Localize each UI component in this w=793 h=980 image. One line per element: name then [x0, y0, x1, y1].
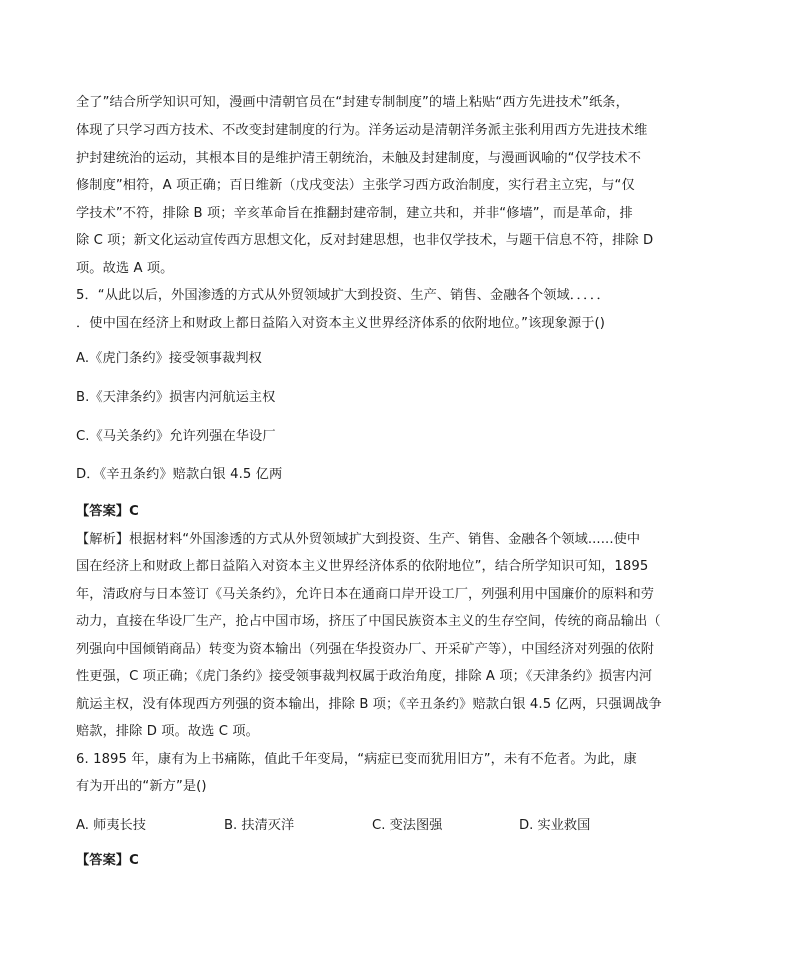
question-5-analysis-line: 【解析】根据材料“外国渗透的方式从外贸领域扩大到投资、生产、销售、金融各个领域......使中	[76, 532, 641, 547]
question-5-option-b: B.《天津条约》损害内河航运主权	[76, 390, 276, 405]
question-5-stem: 5．“从此以后，外国渗透的方式从外贸领域扩大到投资、生产、销售、金融各个领域．．．．．	[76, 288, 610, 303]
explanation-line: 体现了只学习西方技术、不改变封建制度的行为。洋务运动是清朝洋务派主张利用西方先进技术维	[76, 123, 648, 138]
question-5-option-d: D．《辛丑条约》赔款白银 4.5 亿两	[76, 467, 283, 482]
question-5-option-a: A.《虎门条约》接受领事裁判权	[76, 351, 262, 366]
question-6-stem: 6. 1895 年，康有为上书痛陈，值此千年变局，“病症已变而犹用旧方”，未有不危者。为此，康	[76, 752, 637, 767]
explanation-line: 全了”结合所学知识可知，漫画中清朝官员在“封建专制制度”的墙上粘贴“西方先进技术”纸条，	[76, 95, 629, 110]
question-5-option-c: C.《马关条约》允许列强在华设厂	[76, 429, 276, 444]
question-5-stem: ．使中国在经济上和财政上都日益陷入对资本主义世界经济体系的依附地位。”该现象源于()	[76, 316, 606, 331]
question-5-analysis-line: 列强向中国倾销商品）转变为资本输出（列强在华投资办厂、开采矿产等），中国经济对列强的依附	[76, 642, 655, 657]
question-5-analysis-line: 动力，直接在华设厂生产，抢占中国市场，挤压了中国民族资本主义的生存空间，传统的商品输出（	[76, 614, 661, 629]
question-6-option-a: A. 师夷长技	[76, 818, 146, 833]
question-5-analysis-line: 国在经济上和财政上都日益陷入对资本主义世界经济体系的依附地位”，结合所学知识可知，1895	[76, 559, 649, 574]
explanation-line: 项。故选 A 项。	[76, 261, 174, 276]
explanation-line: 学技术”不符，排除 B 项；辛亥革命旨在推翻封建帝制，建立共和，并非“修墙”，而是革命，排	[76, 206, 633, 221]
explanation-line: 护封建统治的运动，其根本目的是维护清王朝统治，未触及封建制度，与漫画讽喻的“仅学技术不	[76, 151, 642, 166]
question-6-answer: 【答案】C	[76, 853, 139, 868]
question-6-option-c: C. 变法图强	[372, 818, 443, 833]
question-5-analysis-line: 航运主权，没有体现西方列强的资本输出，排除 B 项；《辛丑条约》赔款白银 4.5 亿两，只强调战争	[76, 697, 662, 712]
question-6-option-b: B. 扶清灭洋	[224, 818, 295, 833]
question-5-analysis-line: 年，清政府与日本签订《马关条约》，允许日本在通商口岸开设工厂，列强利用中国廉价的原料和劳	[76, 587, 655, 602]
question-6-option-d: D. 实业救国	[519, 818, 591, 833]
explanation-line: 除 C 项；新文化运动宣传西方思想文化，反对封建思想，也非仅学技术，与题干信息不符，排除 D	[76, 233, 654, 248]
question-5-answer: 【答案】C	[76, 504, 139, 519]
question-5-analysis-line: 性更强，C 项正确；《虎门条约》接受领事裁判权属于政治角度，排除 A 项；《天津条约》损害内河	[76, 669, 653, 684]
question-6-stem: 有为开出的“新方”是()	[76, 779, 207, 794]
explanation-line: 修制度”相符，A 项正确；百日维新（戊戌变法）主张学习西方政治制度，实行君主立宪，与“仅	[76, 178, 635, 193]
question-5-analysis-line: 赔款，排除 D 项。故选 C 项。	[76, 724, 259, 739]
